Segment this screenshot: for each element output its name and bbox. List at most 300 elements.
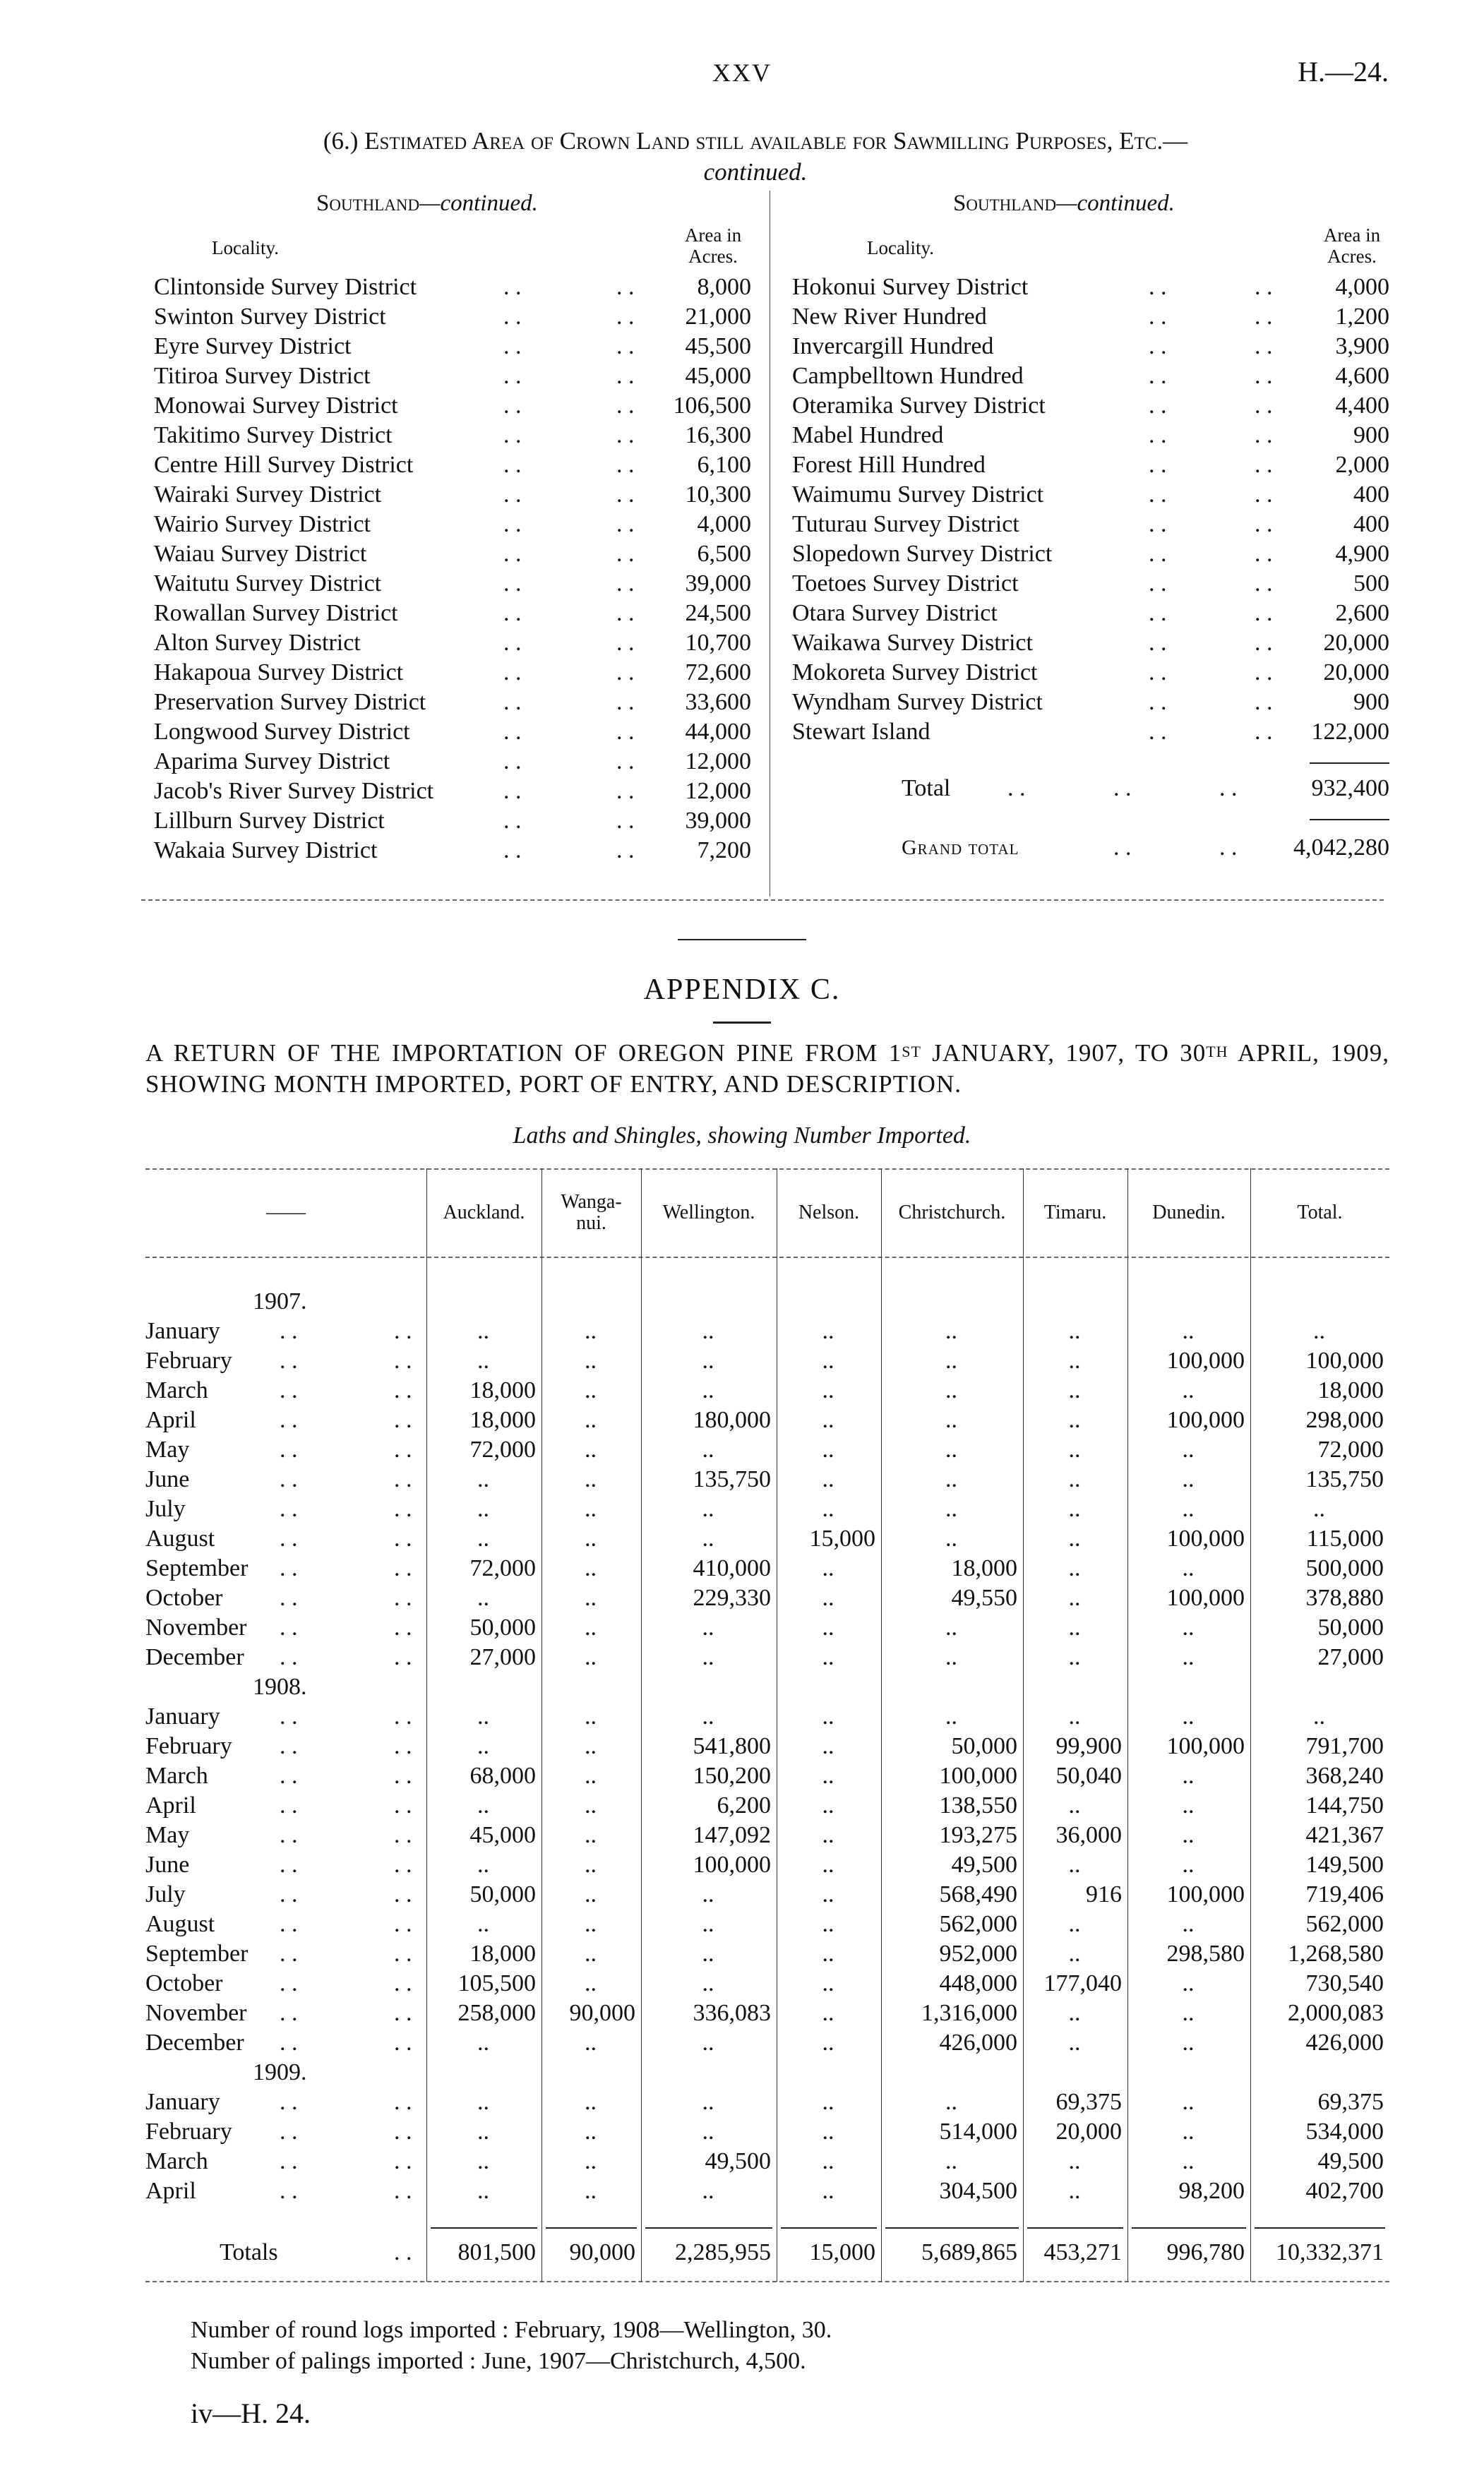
cell-dunedin: 100,000 [1166,1526,1245,1552]
cell-christchurch: 562,000 [939,1911,1017,1937]
cell-wanganui: .. [585,1615,597,1641]
cell-nelson: .. [822,1763,834,1789]
cell-nelson: .. [822,2119,834,2145]
cell-wellington: .. [702,1881,714,1907]
right-area-header [1310,224,1394,267]
cell-auckland: 105,500 [457,1970,536,1996]
table-row [145,2087,1389,2117]
cell-nelson: .. [822,1941,834,1967]
cell-wanganui: .. [585,1585,597,1611]
dot-leader: . . [1219,775,1238,801]
dot-leader: . . [394,2030,412,2056]
locality-row [792,658,1394,688]
table-row [145,2028,1389,2058]
cell-wellington: 100,000 [693,1852,771,1878]
table-header-rule [145,1257,1389,1259]
month-label: June [145,1850,189,1880]
dot-leader: . . [394,1466,412,1492]
cell-christchurch: .. [945,1703,957,1730]
locality-area: 4,900 [1335,541,1389,567]
cell-nelson: .. [822,1970,834,1996]
cell-nelson: .. [822,1703,834,1730]
locality-area: 4,400 [1335,393,1389,419]
cell-dunedin: .. [1182,2030,1195,2056]
cell-christchurch: .. [945,1407,957,1433]
dot-leader: . . [394,1377,412,1403]
locality-name: Stewart Island [792,717,933,747]
column-header-nelson [777,1168,881,1257]
cell-wellington: 6,200 [717,1792,771,1819]
cell-auckland: .. [477,1466,489,1492]
table-row [145,1494,1389,1524]
locality-row [792,717,1394,747]
dot-leader: . . [394,1526,412,1552]
locality-area: 45,000 [685,363,751,389]
importation-table [145,1168,1389,2282]
cell-christchurch: 138,550 [939,1792,1017,1819]
cell-nelson: .. [822,1615,834,1641]
cell-nelson: .. [822,1318,834,1344]
cell-timaru: .. [1068,2030,1081,2056]
cell-wellington: .. [702,1377,714,1403]
cell-timaru: .. [1068,1377,1081,1403]
month-label: November [145,1613,247,1643]
cell-auckland: .. [477,1703,489,1730]
dot-leader: . . [1149,333,1167,359]
locality-row [154,628,755,658]
cell-timaru: .. [1068,1437,1081,1463]
month-label: March [145,1761,208,1791]
locality-area: 6,100 [697,452,751,478]
cell-timaru: 50,040 [1055,1763,1122,1789]
year-label: 1909. [253,2059,307,2085]
dot-leader: . . [616,511,635,537]
locality-row [154,569,755,599]
locality-area: 900 [1353,422,1389,448]
locality-name: Hokonui Survey District [792,272,1031,302]
cell-wanganui: .. [585,1377,597,1403]
dot-leader: . . [280,2119,298,2145]
cell-auckland: .. [477,1526,489,1552]
locality-area: 12,000 [685,778,751,804]
month-label: August [145,1910,215,1939]
locality-area: 900 [1353,689,1389,715]
left-region-name: Southland [316,191,420,216]
month-label: March [145,1376,208,1406]
dot-leader: . . [503,689,522,715]
cell-auckland: .. [477,1496,489,1522]
dot-leader: . . [394,2148,412,2174]
dot-leader: . . [1255,511,1273,537]
cell-christchurch: 49,550 [951,1585,1017,1611]
cell-timaru: 69,375 [1055,2089,1122,2115]
month-label: June [145,1465,189,1494]
cell-wellington: 49,500 [705,2148,771,2174]
cell-total: 791,700 [1305,1733,1384,1759]
cell-auckland: 258,000 [457,2000,536,2026]
right-locality-header: Locality. [867,237,934,258]
table-row [145,1406,1389,1435]
table-row [145,1732,1389,1761]
cell-total: .. [1313,1703,1325,1730]
cell-timaru: .. [1068,1585,1081,1611]
grand-total-rule [1310,819,1389,820]
cell-total: 1,268,580 [1288,1941,1384,1967]
dot-leader: . . [394,1496,412,1522]
table-row [145,2176,1389,2206]
year-label: 1907. [253,1288,307,1314]
cell-nelson: .. [822,1733,834,1759]
year-row [145,1287,1389,1317]
cell-total: 298,000 [1305,1407,1384,1433]
dot-leader: . . [1149,511,1167,537]
table-row [145,1939,1389,1969]
dot-leader: . . [616,837,635,863]
dot-leader: . . [1255,393,1273,419]
cell-christchurch: 50,000 [951,1733,1017,1759]
locality-area: 6,500 [697,541,751,567]
dot-leader: . . [616,689,635,715]
dot-leader: . . [616,333,635,359]
section-end-rule [141,899,1384,901]
cell-wanganui: .. [585,1822,597,1848]
cell-wellington: .. [702,2089,714,2115]
cell-christchurch: .. [945,1644,957,1670]
locality-row [792,480,1394,510]
locality-area: 72,600 [685,659,751,685]
dot-leader: . . [1255,689,1273,715]
month-label: January [145,1317,220,1346]
dot-leader: . . [1149,422,1167,448]
locality-area: 500 [1353,570,1389,597]
dot-leader: . . [280,1852,298,1878]
table-row [145,1465,1389,1494]
locality-name: Invercargill Hundred [792,332,996,361]
dot-leader: . . [394,1941,412,1967]
dot-leader: . . [503,333,522,359]
locality-row [154,272,755,302]
cell-dunedin: .. [1182,1496,1195,1522]
dot-leader: . . [280,1881,298,1907]
column-header-label: Christchurch. [898,1201,1006,1223]
dot-leader: . . [394,1585,412,1611]
dot-leader: . . [394,1911,412,1937]
locality-row [154,361,755,391]
month-label: December [145,1643,244,1672]
cell-timaru: 916 [1086,1881,1122,1907]
year-label: 1908. [253,1674,307,1700]
right-region-suffix: —continued. [1056,191,1175,216]
dot-leader: . . [280,1585,298,1611]
cell-christchurch: .. [945,1466,957,1492]
dot-leader: . . [280,2148,298,2174]
appendix-heading: APPENDIX C. [643,974,841,1006]
dot-leader: . . [280,1348,298,1374]
cell-christchurch: 100,000 [939,1763,1017,1789]
table-row [145,1702,1389,1732]
column-header-label: Dunedin. [1152,1201,1226,1223]
month-label: February [145,2117,232,2147]
locality-name: Otara Survey District [792,599,1000,628]
cell-dunedin: .. [1182,1318,1195,1344]
dot-leader: . . [280,1437,298,1463]
cell-dunedin: .. [1182,1377,1195,1403]
cell-nelson: .. [822,2148,834,2174]
dot-leader: . . [1255,659,1273,685]
cell-timaru: .. [1068,1496,1081,1522]
cell-total: .. [1313,1318,1325,1344]
cell-total: 426,000 [1305,2030,1384,2056]
locality-row [154,806,755,836]
month-label: March [145,2147,208,2176]
locality-area: 2,000 [1335,452,1389,478]
locality-area: 2,600 [1335,600,1389,626]
dot-leader: . . [280,1763,298,1789]
cell-wellington: .. [702,1348,714,1374]
dot-leader: . . [1149,659,1167,685]
dot-leader: . . [280,2000,298,2026]
cell-dunedin: 100,000 [1166,1733,1245,1759]
locality-row [792,361,1394,391]
cell-total: 149,500 [1305,1852,1384,1878]
dot-leader: . . [616,481,635,508]
dot-leader: . . [280,1703,298,1730]
cell-dunedin: .. [1182,1852,1195,1878]
cell-auckland: .. [477,2178,489,2204]
table-row [145,1376,1389,1406]
section-title-continued: continued. [703,158,808,186]
cell-wanganui: .. [585,2148,597,2174]
cell-wanganui: .. [585,2030,597,2056]
locality-name: Mabel Hundred [792,421,946,450]
dot-leader: . . [394,2239,412,2265]
cell-total: 719,406 [1305,1881,1384,1907]
dot-leader: . . [280,1496,298,1522]
cell-wellington: 2,285,955 [675,2239,771,2265]
table-row [145,1850,1389,1880]
cell-total: 115,000 [1306,1526,1384,1552]
dot-leader: . . [280,1555,298,1581]
dot-leader: . . [280,1526,298,1552]
cell-nelson: .. [822,2000,834,2026]
locality-area: 44,000 [685,719,751,745]
dot-leader: . . [394,2089,412,2115]
totals-rule [645,2227,772,2229]
locality-area: 8,000 [697,274,751,300]
table-row [145,2147,1389,2176]
month-label: October [145,1969,223,1999]
cell-nelson: .. [822,1881,834,1907]
cell-wellington: 410,000 [693,1555,771,1581]
dot-leader: . . [616,808,635,834]
cell-nelson: .. [822,1585,834,1611]
locality-row [792,688,1394,717]
year-row [145,1672,1389,1702]
dot-leader: . . [280,1970,298,1996]
cell-timaru: .. [1068,2148,1081,2174]
cell-dunedin: .. [1182,1822,1195,1848]
dot-leader: . . [280,1733,298,1759]
cell-dunedin: .. [1182,1970,1195,1996]
dot-leader: . . [394,2119,412,2145]
cell-total: 18,000 [1317,1377,1384,1403]
dot-leader: . . [1149,541,1167,567]
dot-leader: . . [394,2178,412,2204]
cell-dunedin: 298,580 [1166,1941,1245,1967]
totals-rule [431,2227,537,2229]
locality-area: 4,000 [697,511,751,537]
cell-dunedin: .. [1182,1644,1195,1670]
cell-wanganui: .. [585,1792,597,1819]
dot-leader: . . [503,837,522,863]
locality-row [154,777,755,806]
cell-total: 69,375 [1317,2089,1384,2115]
footer-signature: iv—H. 24. [191,2397,311,2429]
dot-leader: . . [503,748,522,774]
cell-wellington: .. [702,1496,714,1522]
cell-nelson: .. [822,1437,834,1463]
cell-dunedin: .. [1182,2000,1195,2026]
cell-christchurch: 952,000 [939,1941,1017,1967]
total-label: Total [902,775,951,801]
column-header-christchurch [881,1168,1023,1257]
dot-leader: . . [280,1644,298,1670]
dot-leader: . . [503,600,522,626]
cell-timaru: 20,000 [1055,2119,1122,2145]
cell-auckland: 18,000 [469,1407,536,1433]
left-area-header-1: Area in [684,224,742,246]
cell-timaru: 36,000 [1055,1822,1122,1848]
description-part-3: APRIL, 1909, SHOWING MONTH IMPORTED, PORT OF ENTRY, AND DESCRIPTION. [145,1039,1389,1098]
table-row [145,1524,1389,1554]
dot-leader: . . [1255,452,1273,478]
table-row [145,1761,1389,1791]
cell-timaru: 99,900 [1055,1733,1122,1759]
locality-name: Waitutu Survey District [154,569,384,599]
dot-leader: . . [503,274,522,300]
dot-leader: . . [394,1970,412,1996]
dot-leader: . . [1255,600,1273,626]
total-value: 932,400 [1311,775,1389,801]
appendix-rule-top [678,939,806,940]
dot-leader: . . [394,1644,412,1670]
month-label: April [145,2176,196,2206]
dot-leader: . . [1149,719,1167,745]
table-subtitle: Laths and Shingles, showing Number Imported. [513,1122,971,1149]
locality-name: Hakapoua Survey District [154,658,406,688]
cell-wanganui: 90,000 [569,2239,635,2265]
locality-name: Takitimo Survey District [154,421,395,450]
locality-row [154,658,755,688]
locality-row [154,450,755,480]
dot-leader: . . [394,1318,412,1344]
dot-leader: . . [394,1822,412,1848]
cell-nelson: .. [822,1852,834,1878]
grand-total-value: 4,042,280 [1293,834,1389,861]
totals-rule [781,2227,877,2229]
cell-christchurch: .. [945,1377,957,1403]
cell-wanganui: .. [585,1407,597,1433]
table-row [145,1791,1389,1821]
month-label: September [145,1554,248,1583]
locality-name: Oteramika Survey District [792,391,1048,421]
dot-leader: . . [394,1733,412,1759]
cell-total: 100,000 [1305,1348,1384,1374]
section-title-text: (6.) Estimated Area of Crown Land still available for Sawmilling Purposes, Etc.— [323,127,1188,155]
dot-leader: . . [616,422,635,448]
dot-leader: . . [503,363,522,389]
dot-leader: . . [1149,393,1167,419]
cell-nelson: .. [822,1644,834,1670]
month-label: July [145,1494,186,1524]
dot-leader: . . [616,304,635,330]
cell-dunedin: .. [1182,1615,1195,1641]
cell-nelson: .. [822,1407,834,1433]
cell-timaru: .. [1068,1941,1081,1967]
month-label: February [145,1346,232,1376]
table-row [145,1880,1389,1910]
locality-area: 10,300 [685,481,751,508]
cell-dunedin: .. [1182,2148,1195,2174]
locality-row [154,302,755,332]
note-palings: Number of palings imported : June, 1907—Christchurch, 4,500. [191,2348,806,2374]
table-row [145,1583,1389,1613]
locality-area: 16,300 [685,422,751,448]
cell-wellington: 135,750 [693,1466,771,1492]
cell-timaru: 177,040 [1043,1970,1122,1996]
locality-name: Waikawa Survey District [792,628,1036,658]
dot-leader: . . [280,1615,298,1641]
column-header-label: Timaru. [1043,1201,1107,1223]
cell-nelson: .. [822,2030,834,2056]
cell-nelson: .. [822,1555,834,1581]
cell-christchurch: .. [945,1437,957,1463]
grand-total-row [792,833,1394,863]
table-row [145,1999,1389,2028]
dot-leader: . . [616,748,635,774]
cell-timaru: .. [1068,1318,1081,1344]
dot-leader: . . [1149,363,1167,389]
cell-auckland: .. [477,2030,489,2056]
dot-leader: . . [280,1941,298,1967]
cell-auckland: 18,000 [469,1377,536,1403]
dot-leader: . . [616,600,635,626]
cell-wanganui: .. [585,1733,597,1759]
dot-leader: . . [1113,834,1132,861]
cell-christchurch: .. [945,2148,957,2174]
left-region-suffix: —continued. [419,191,538,216]
locality-name: Wyndham Survey District [792,688,1046,717]
cell-dunedin: 98,200 [1178,2178,1245,2204]
table-row [145,1613,1389,1643]
cell-christchurch: 426,000 [939,2030,1017,2056]
dot-leader: . . [280,2030,298,2056]
dot-leader: . . [1149,689,1167,715]
totals-row [145,2238,1389,2268]
cell-timaru: .. [1068,1348,1081,1374]
dot-leader: . . [1255,363,1273,389]
table-row [145,1317,1389,1346]
cell-total: 2,000,083 [1288,2000,1384,2026]
cell-total: .. [1313,1496,1325,1522]
column-header-label: Auckland. [443,1201,525,1223]
locality-area: 10,700 [685,630,751,656]
right-region-name: Southland [953,191,1057,216]
column-header-label: —— [266,1201,306,1223]
table-row [145,1554,1389,1583]
cell-christchurch: 49,500 [951,1852,1017,1878]
cell-christchurch: 5,689,865 [921,2239,1017,2265]
